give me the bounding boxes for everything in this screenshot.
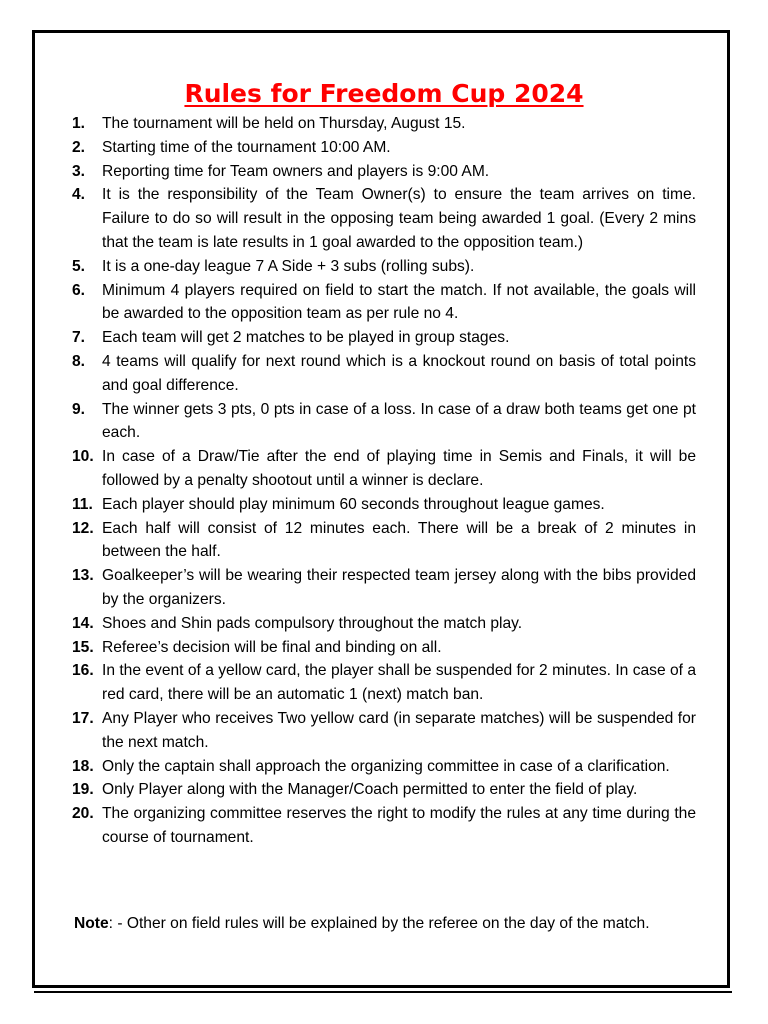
- rule-text: Any Player who receives Two yellow card (in separate matches) will be suspended for the next match.: [102, 709, 696, 751]
- rule-item: [72, 802, 696, 850]
- rule-number: 14.: [72, 614, 94, 632]
- rule-number: 10.: [72, 448, 94, 466]
- rule-item: [72, 707, 696, 755]
- rule-text: Reporting time for Team owners and players is 9:00 AM.: [102, 162, 490, 180]
- rule-number: 12.: [72, 519, 94, 537]
- rule-text: Only Player along with the Manager/Coach permitted to enter the field of play.: [102, 781, 638, 799]
- rule-number: 9.: [72, 400, 86, 418]
- rule-number: 1.: [72, 115, 86, 132]
- rule-item: [72, 160, 696, 184]
- rule-number: 15.: [72, 638, 94, 656]
- rule-item: [72, 445, 696, 493]
- rule-item: [72, 493, 696, 517]
- rule-item: [72, 636, 696, 660]
- rule-item: [72, 659, 696, 707]
- rule-item: [72, 326, 696, 350]
- rule-text: The organizing committee reserves the right to modify the rules at any time during the course of tournament.: [102, 805, 696, 846]
- rule-text: Referee’s decision will be final and binding on all.: [102, 638, 442, 656]
- rule-item: [72, 112, 696, 136]
- rule-number: 18.: [72, 757, 94, 775]
- rule-item: [72, 755, 696, 779]
- rule-item: [72, 612, 696, 636]
- page-title: Rules for Freedom Cup 2024: [184, 78, 584, 108]
- rule-text: Each player should play minimum 60 seconds throughout league games.: [102, 495, 605, 513]
- rule-text: Only the captain shall approach the organizing committee in case of a clarification.: [102, 757, 670, 775]
- note-label: Note: [74, 914, 109, 932]
- rule-number: 5.: [72, 257, 86, 275]
- rule-number: 13.: [72, 567, 94, 585]
- rule-text: It is a one-day league 7 A Side + 3 subs (rolling subs).: [102, 257, 475, 275]
- rule-item: [72, 350, 696, 398]
- rule-text: The tournament will be held on Thursday, August 15.: [102, 115, 466, 132]
- rule-text: Goalkeeper’s will be wearing their respected team jersey along with the bibs provided by the organizers.: [102, 567, 696, 608]
- rule-text: In the event of a yellow card, the player shall be suspended for 2 minutes. In case of a red card, there will be an automatic 1 (next) match ban.: [102, 662, 696, 704]
- rules-list: [72, 112, 696, 850]
- rule-number: 7.: [72, 329, 86, 347]
- rule-item: [72, 183, 696, 254]
- rule-number: 19.: [72, 781, 94, 799]
- rule-text: 4 teams will qualify for next round which is a knockout round on basis of total points and goal difference.: [102, 352, 696, 394]
- rule-text: Minimum 4 players required on field to start the match. If not available, the goals will be awarded to the opposition team as per rule no 4.: [102, 281, 696, 323]
- rule-number: 11.: [72, 495, 93, 513]
- rule-text: The winner gets 3 pts, 0 pts in case of a loss. In case of a draw both teams get one pt each.: [102, 400, 696, 442]
- rule-number: 6.: [72, 281, 86, 299]
- footer-note: [74, 912, 714, 936]
- rule-text: Each half will consist of 12 minutes each. There will be a break of 2 minutes in between the half.: [102, 519, 696, 561]
- page-border-bottom-line: [34, 991, 732, 993]
- rule-number: 3.: [72, 162, 86, 180]
- rule-number: 17.: [72, 709, 94, 727]
- rule-number: 20.: [72, 805, 94, 823]
- rule-text: In case of a Draw/Tie after the end of playing time in Semis and Finals, it will be followed by a penalty shootout until a winner is declare.: [102, 448, 696, 489]
- rule-item: [72, 517, 696, 565]
- rule-number: 2.: [72, 138, 86, 156]
- rule-item: [72, 564, 696, 612]
- rule-number: 8.: [72, 352, 86, 370]
- rule-text: Each team will get 2 matches to be played in group stages.: [102, 329, 510, 347]
- rule-item: [72, 279, 696, 327]
- rule-number: 4.: [72, 186, 86, 204]
- rule-text: Starting time of the tournament 10:00 AM.: [102, 138, 391, 156]
- rule-item: [72, 136, 696, 160]
- rule-item: [72, 255, 696, 279]
- rule-item: [72, 778, 696, 802]
- rule-text: Shoes and Shin pads compulsory throughout the match play.: [102, 614, 523, 632]
- note-text: : - Other on field rules will be explained by the referee on the day of the match.: [108, 914, 650, 932]
- rule-text: It is the responsibility of the Team Owner(s) to ensure the team arrives on time. Failure to do so will result in the opposing team being awarded 1 goal. (Every 2 mins that the team is late results in 1 goal awarded to the opposition team.): [102, 186, 696, 251]
- rule-number: 16.: [72, 662, 94, 680]
- rule-item: [72, 398, 696, 446]
